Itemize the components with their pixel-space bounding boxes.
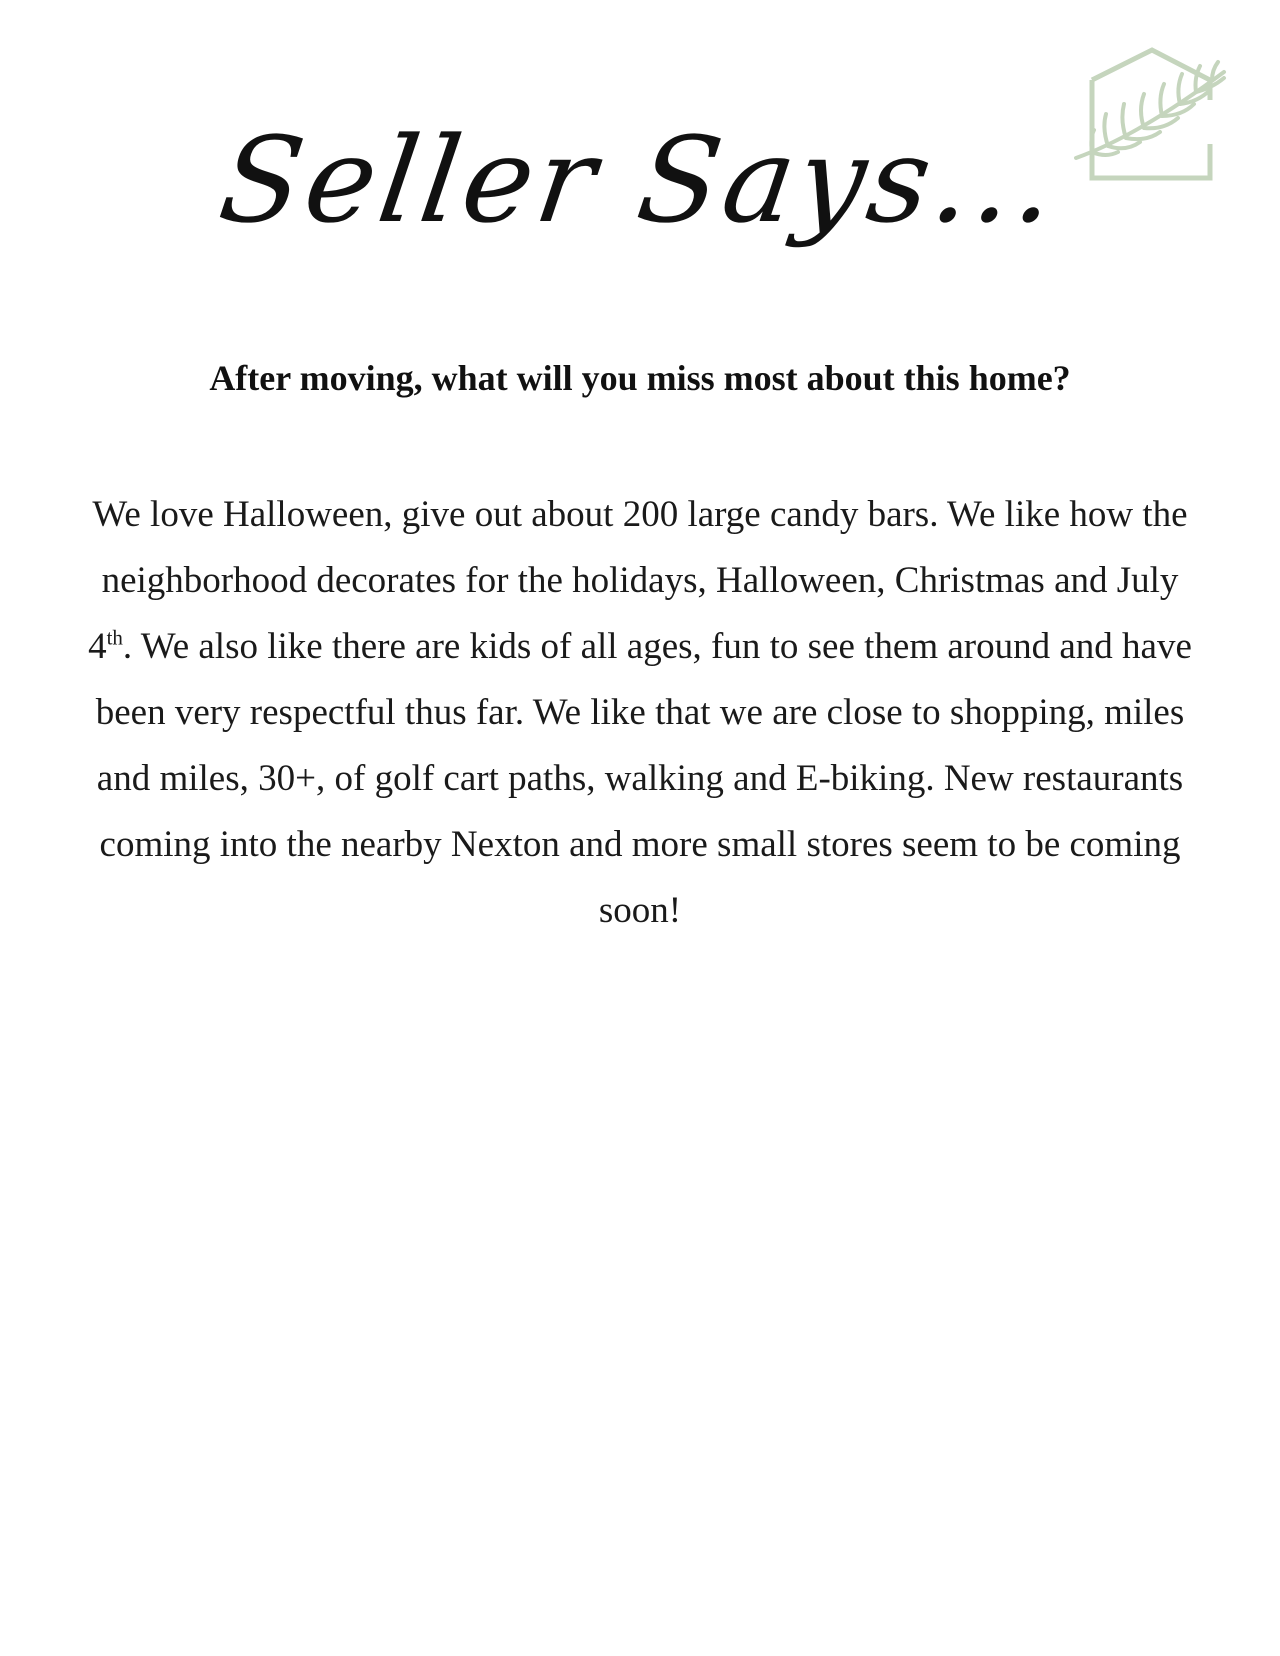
answer-paragraph xyxy=(80,482,1200,944)
answer-text-part1: We love Halloween, give out about 200 large candy bars. We like how the neighborhood decorates for the holidays, Halloween, Christmas and July 4 xyxy=(88,494,1188,667)
page-title: Seller Says... xyxy=(211,111,1069,249)
answer-superscript: th xyxy=(106,625,123,650)
question-heading: After moving, what will you miss most about this home? xyxy=(209,358,1071,398)
answer-text-part2: . We also like there are kids of all ages, fun to see them around and have been very respectful thus far. We like that we are close to shopping, miles and miles, 30+, of golf cart paths, walking and E-biking. New restaurants coming into the nearby Nexton and more small stores seem to be coming soon! xyxy=(95,626,1192,931)
